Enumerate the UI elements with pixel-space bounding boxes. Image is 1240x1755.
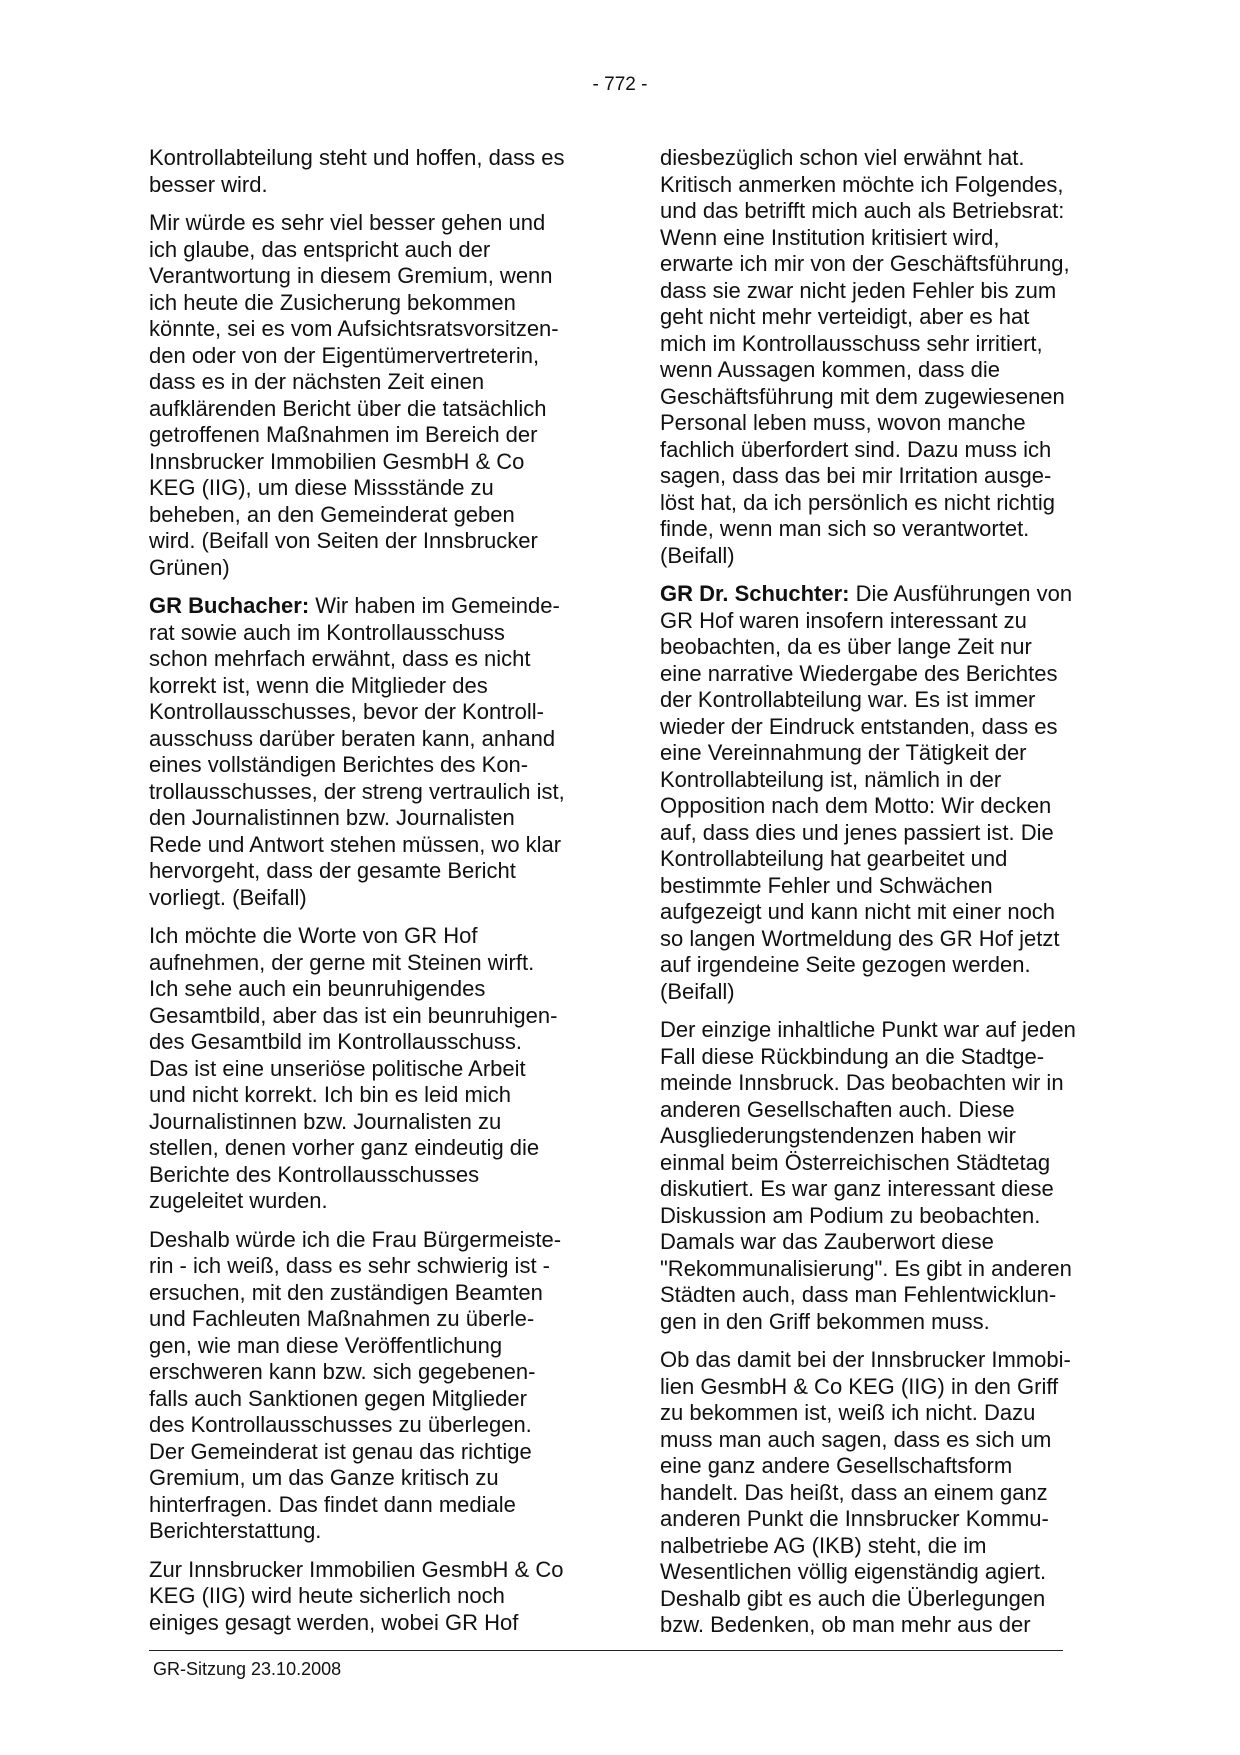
text-line: GR Hof waren insofern interessant zu	[660, 607, 1027, 633]
text-line: des Kontrollausschusses zu überlegen.	[149, 1412, 532, 1437]
text-line: falls auch Sanktionen gegen Mitglieder	[149, 1385, 527, 1411]
text-line: KEG (IIG) wird heute sicherlich noch	[149, 1583, 505, 1608]
text-line: Geschäftsführung mit dem zugewiesenen	[660, 383, 1065, 409]
paragraph	[149, 145, 589, 198]
text-line: muss man auch sagen, dass es sich um	[660, 1426, 1052, 1452]
text-line: geht nicht mehr verteidigt, aber es hat	[660, 304, 1030, 329]
text-line: Kritisch anmerken möchte ich Folgendes,	[660, 171, 1064, 197]
text-line: Innsbrucker Immobilien GesmbH & Co	[149, 448, 525, 474]
text-line	[660, 581, 1100, 608]
page-number: - 772 -	[592, 74, 648, 95]
text-line	[149, 593, 589, 620]
text-line: Der einzige inhaltliche Punkt war auf jeden	[660, 1017, 1076, 1042]
text-line: den oder von der Eigentümervertreterin,	[149, 342, 540, 368]
text-line: dass es in der nächsten Zeit einen	[149, 369, 485, 394]
text-line: Deshalb würde ich die Frau Bürgermeiste-	[149, 1226, 562, 1252]
text-line: Das ist eine unseriöse politische Arbeit	[149, 1055, 526, 1081]
text-line: eine narrative Wiedergabe des Berichtes	[660, 660, 1058, 686]
text-line: Journalistinnen bzw. Journalisten zu	[149, 1108, 502, 1134]
text-line: Verantwortung in diesem Gremium, wenn	[149, 263, 553, 288]
text-line: KEG (IIG), um diese Missstände zu	[149, 475, 494, 500]
text-line: vorliegt. (Beifall)	[149, 884, 307, 910]
text-line: gen in den Griff bekommen muss.	[660, 1308, 990, 1334]
paragraph	[149, 1227, 589, 1545]
text-line: und Fachleuten Maßnahmen zu überle-	[149, 1306, 535, 1331]
text-line: beheben, an den Gemeinderat geben	[149, 501, 515, 527]
text-line: Kontrollausschusses, bevor der Kontroll-	[149, 699, 544, 724]
text-line: eines vollständigen Berichtes des Kon-	[149, 752, 529, 777]
text-line: lien GesmbH & Co KEG (IIG) in den Griff	[660, 1373, 1059, 1399]
text-line: Berichterstattung.	[149, 1518, 322, 1543]
text-line: einmal beim Österreichischen Städtetag	[660, 1149, 1051, 1175]
text-line: Kontrollabteilung ist, nämlich in der	[660, 766, 1002, 792]
text-line: Gremium, um das Ganze kritisch zu	[149, 1465, 499, 1490]
text-line: gen, wie man diese Veröffentlichung	[149, 1332, 503, 1358]
footer-session-date: GR-Sitzung 23.10.2008	[153, 1659, 342, 1679]
text-line: handelt. Das heißt, dass an einem ganz	[660, 1479, 1048, 1505]
paragraph	[149, 593, 589, 911]
text-line: hervorgeht, dass der gesamte Bericht	[149, 858, 516, 883]
text-line: eine Vereinnahmung der Tätigkeit der	[660, 740, 1027, 765]
text-line: meinde Innsbruck. Das beobachten wir in	[660, 1070, 1064, 1095]
text-line: bzw. Bedenken, ob man mehr aus der	[660, 1612, 1031, 1637]
paragraph	[149, 210, 589, 581]
text-line: Ausgliederungstendenzen haben wir	[660, 1123, 1016, 1148]
text-line: ich glaube, das entspricht auch der	[149, 236, 491, 262]
text-line: des Gesamtbild im Kontrollausschuss.	[149, 1029, 522, 1054]
text-line: aufgezeigt und kann nicht mit einer noch	[660, 899, 1056, 924]
text-line: rat sowie auch im Kontrollausschuss	[149, 619, 505, 645]
paragraph	[660, 581, 1100, 1005]
speaker-name: GR Buchacher:	[149, 593, 310, 618]
text-line: Grünen)	[149, 554, 230, 580]
text-line: Gesamtbild, aber das ist ein beunruhigen-	[149, 1002, 558, 1028]
text-line: und nicht korrekt. Ich bin es leid mich	[149, 1082, 511, 1107]
right-column	[660, 145, 1100, 1651]
text-line: ersuchen, mit den zuständigen Beamten	[149, 1279, 543, 1305]
line-text: Die Ausführungen von	[849, 581, 1073, 606]
text-line: zu bekommen ist, weiß ich nicht. Dazu	[660, 1400, 1036, 1425]
paragraph	[660, 145, 1100, 569]
text-line: ausschuss darüber beraten kann, anhand	[149, 725, 556, 751]
text-line: getroffenen Maßnahmen im Bereich der	[149, 422, 538, 447]
text-line: anderen Gesellschaften auch. Diese	[660, 1096, 1015, 1122]
text-line: löst hat, da ich persönlich es nicht richtig	[660, 489, 1055, 515]
text-line: könnte, sei es vom Aufsichtsratsvorsitzen-	[149, 316, 559, 341]
left-column	[149, 145, 589, 1648]
text-line: Ich möchte die Worte von GR Hof	[149, 923, 478, 948]
text-line: Zur Innsbrucker Immobilien GesmbH & Co	[149, 1556, 564, 1582]
text-line: (Beifall)	[660, 542, 735, 568]
text-line: (Beifall)	[660, 978, 735, 1004]
text-line: nalbetriebe AG (IKB) steht, die im	[660, 1532, 987, 1558]
text-line: Diskussion am Podium zu beobachten.	[660, 1202, 1041, 1228]
text-line: eine ganz andere Gesellschaftsform	[660, 1453, 1013, 1478]
text-line: wenn Aussagen kommen, dass die	[660, 357, 1000, 382]
text-line: besser wird.	[149, 171, 268, 197]
text-line: Der Gemeinderat ist genau das richtige	[149, 1438, 532, 1464]
text-line: anderen Punkt die Innsbrucker Kommu-	[660, 1506, 1049, 1531]
paragraph	[149, 1557, 589, 1637]
text-line: Wesentlichen völlig eigenständig agiert.	[660, 1559, 1047, 1584]
text-line: Deshalb gibt es auch die Überlegungen	[660, 1585, 1046, 1611]
footer-divider	[149, 1650, 1063, 1651]
text-line: bestimmte Fehler und Schwächen	[660, 872, 993, 898]
text-line: mich im Kontrollausschuss sehr irritiert,	[660, 330, 1043, 356]
text-line: Kontrollabteilung hat gearbeitet und	[660, 846, 1008, 871]
text-line: Fall diese Rückbindung an die Stadtge-	[660, 1043, 1045, 1069]
text-line: ich heute die Zusicherung bekommen	[149, 289, 516, 315]
text-line: finde, wenn man sich so verantwortet.	[660, 516, 1030, 541]
text-line: diesbezüglich schon viel erwähnt hat.	[660, 145, 1025, 170]
text-line: Ob das damit bei der Innsbrucker Immobi-	[660, 1347, 1071, 1372]
text-line: wird. (Beifall von Seiten der Innsbrucker	[149, 528, 538, 553]
text-line: wieder der Eindruck entstanden, dass es	[660, 713, 1058, 739]
text-line: "Rekommunalisierung". Es gibt in anderen	[660, 1255, 1072, 1281]
text-line: stellen, denen vorher ganz eindeutig die	[149, 1135, 540, 1160]
text-line: Rede und Antwort stehen müssen, wo klar	[149, 831, 562, 857]
text-line: diskutiert. Es war ganz interessant diese	[660, 1176, 1054, 1201]
text-line: aufklärenden Bericht über die tatsächlich	[149, 395, 547, 421]
text-line: Damals war das Zauberwort diese	[660, 1229, 994, 1254]
text-line: Personal leben muss, wovon manche	[660, 410, 1026, 435]
text-line: fachlich überfordert sind. Dazu muss ich	[660, 436, 1052, 462]
text-line: Mir würde es sehr viel besser gehen und	[149, 210, 546, 235]
text-line: sagen, dass das bei mir Irritation ausge-	[660, 463, 1052, 488]
text-line: und das betrifft mich auch als Betriebsrat:	[660, 198, 1065, 223]
text-line: einiges gesagt werden, wobei GR Hof	[149, 1609, 519, 1635]
text-line: korrekt ist, wenn die Mitglieder des	[149, 672, 488, 698]
paragraph	[660, 1347, 1100, 1639]
text-line: hinterfragen. Das findet dann mediale	[149, 1491, 516, 1517]
text-line: auf irgendeine Seite gezogen werden.	[660, 952, 1031, 977]
paragraph	[149, 923, 589, 1215]
text-line: erwarte ich mir von der Geschäftsführung,	[660, 251, 1070, 276]
text-line: Kontrollabteilung steht und hoffen, dass es	[149, 145, 565, 170]
text-line: auf, dass dies und jenes passiert ist. Die	[660, 819, 1054, 845]
speaker-name: GR Dr. Schuchter:	[660, 581, 850, 606]
line-text: Wir haben im Gemeinde-	[309, 593, 560, 618]
text-line: erschweren kann bzw. sich gegebenen-	[149, 1359, 536, 1384]
text-line: schon mehrfach erwähnt, dass es nicht	[149, 646, 531, 671]
text-line: der Kontrollabteilung war. Es ist immer	[660, 687, 1036, 712]
text-line: zugeleitet wurden.	[149, 1188, 328, 1213]
text-line: Städten auch, dass man Fehlentwicklun-	[660, 1282, 1057, 1307]
paragraph	[660, 1017, 1100, 1335]
text-line: so langen Wortmeldung des GR Hof jetzt	[660, 925, 1060, 951]
text-line: Berichte des Kontrollausschusses	[149, 1161, 480, 1187]
text-line: den Journalistinnen bzw. Journalisten	[149, 805, 515, 830]
text-line: rin - ich weiß, dass es sehr schwierig ist -	[149, 1253, 550, 1278]
text-line: Opposition nach dem Motto: Wir decken	[660, 793, 1052, 818]
text-line: Ich sehe auch ein beunruhigendes	[149, 976, 486, 1001]
text-line: beobachten, da es über lange Zeit nur	[660, 634, 1032, 659]
text-line: Wenn eine Institution kritisiert wird,	[660, 224, 1000, 250]
text-line: trollausschusses, der streng vertraulich ist,	[149, 778, 565, 804]
text-line: aufnehmen, der gerne mit Steinen wirft.	[149, 949, 535, 975]
text-line: dass sie zwar nicht jeden Fehler bis zum	[660, 277, 1057, 303]
